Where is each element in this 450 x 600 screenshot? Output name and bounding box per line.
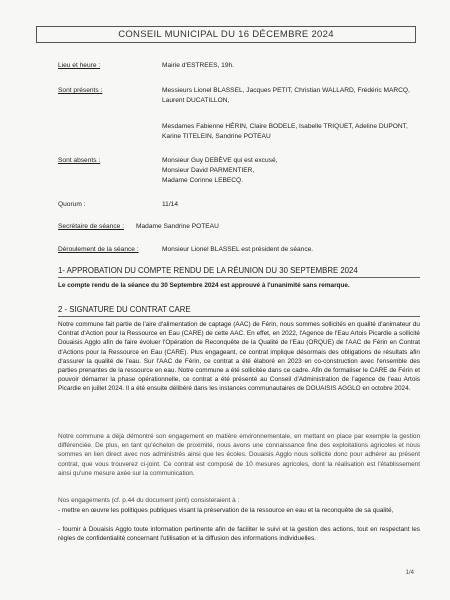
section-1-rule [58,277,420,278]
section-2-paragraph-3: Nos engagements (cf. p.44 du document joint) consisteraient à : [58,497,240,504]
absent-2: Monsieur David PARMENTIER, [162,167,255,174]
absent-1: Monsieur Guy DEBÈVE qui est excusé, [162,157,278,164]
quorum-label: Quorum : [58,201,86,208]
section-2-title: 2 - SIGNATURE DU CONTRAT CARE [58,305,191,314]
absent-3: Madame Corinne LEBECQ. [162,177,243,184]
section-2-bullet-1: - mettre en œuvre les politiques publiques visant la préservation de la ressource en eau et la reconquête de sa qualité, [58,507,394,514]
presents-mesdames: Mesdames Fabienne HÉRIN, Claire BODELE, Isabelle TRIQUET, Adeline DUPONT, Karine TITELEIN, Sandrine POTEAU [162,123,408,140]
absents-label: Sont absents : [58,157,101,164]
page-number: 1/4 [405,570,414,576]
lieu-value: Mairie d'ESTREES, 19h. [162,62,234,69]
page-title: CONSEIL MUNICIPAL DU 16 DÉCEMBRE 2024 [36,26,416,43]
presents-messieurs: Messieurs Lionel BLASSEL, Jacques PETIT, Christian WALLARD, Frédéric MARCQ, Laurent DUCATILLON, [162,87,410,104]
secretaire-value: Madame Sandrine POTEAU [136,223,219,230]
section-2-bullet-2: - fournir à Douaisis Agglo toute information pertinente afin de faciliter le suivi et la gestion des actions, tout en respectant les règles de confidentialité concernant l'utilisation et la diffusion des informations individuelles. [58,526,420,543]
deroulement-label: Déroulement de la séance : [58,246,139,253]
section-2-rule [58,316,420,317]
section-1-text: Le compte rendu de la séance du 30 Septembre 2024 est approuvé à l'unanimité sans remarque. [58,282,350,289]
quorum-value: 11/14 [162,201,179,208]
deroulement-value: Monsieur Lionel BLASSEL est président de séance. [162,246,314,253]
section-2-paragraph-1: Notre commune fait partie de l'aire d'alimentation de captage (AAC) de Férin, nous sommes sollicités en qualité d'animateur du Contrat d'Action pour la Ressource en Eau (CARE) de cette AAC. En effet, en 2022, l'Agence de l'Eau Artois Picardie a sollicité Douaisis Agglo afin de faire évoluer l'Opération de Reconquête de la Qualité de l'Eau (ORQUE) de l'AAC de Férin en Contrat d'Actions pour la Ressource en Eau (CARE). Plus engageant, ce contrat implique désormais des obligations de résultats afin d'assurer la qualité de l'eau. Sur l'AAC de Férin, ce contrat a été élaboré en 2023 en co-construction avec l'ensemble des parties prenantes de la ressource en eau. Notre commune a été sollicitée dans ce cadre. Afin de formaliser le CARE de Férin et pouvoir démarrer la phase opérationnelle, ce contrat a été présenté au Conseil d'Administration de l'agence de l'eau Artois Picardie en juillet 2024. Il a été ensuite délibéré dans les instances communautaires de DOUAISIS AGGLO en octobre 2024. [58,321,420,393]
presents-label: Sont présents : [58,87,103,94]
section-2-paragraph-2: Notre commune a déjà démontré son engagement en matière environnementale, en mettant en place par exemple la gestion différenciée. De plus, en tant qu'échelon de proximité, nous avons une connaissance fine des exploitations agricoles et nous sommes en lien direct avec nos administrés ainsi que les écoles. Douaisis Agglo nous sollicite donc pour adhérer au présent contrat, que vous trouverez ci-joint. Ce contrat est composé de 10 mesures agricoles, dont la réalisation est l'établissement ainsi qu'une mesure axée sur la communication. [58,433,420,477]
secretaire-label: Secrétaire de séance : [58,223,124,230]
section-1-title: 1- APPROBATION DU COMPTE RENDU DE LA RÉUNION DU 30 SEPTEMBRE 2024 [58,266,358,275]
lieu-label: Lieu et heure : [58,62,101,69]
